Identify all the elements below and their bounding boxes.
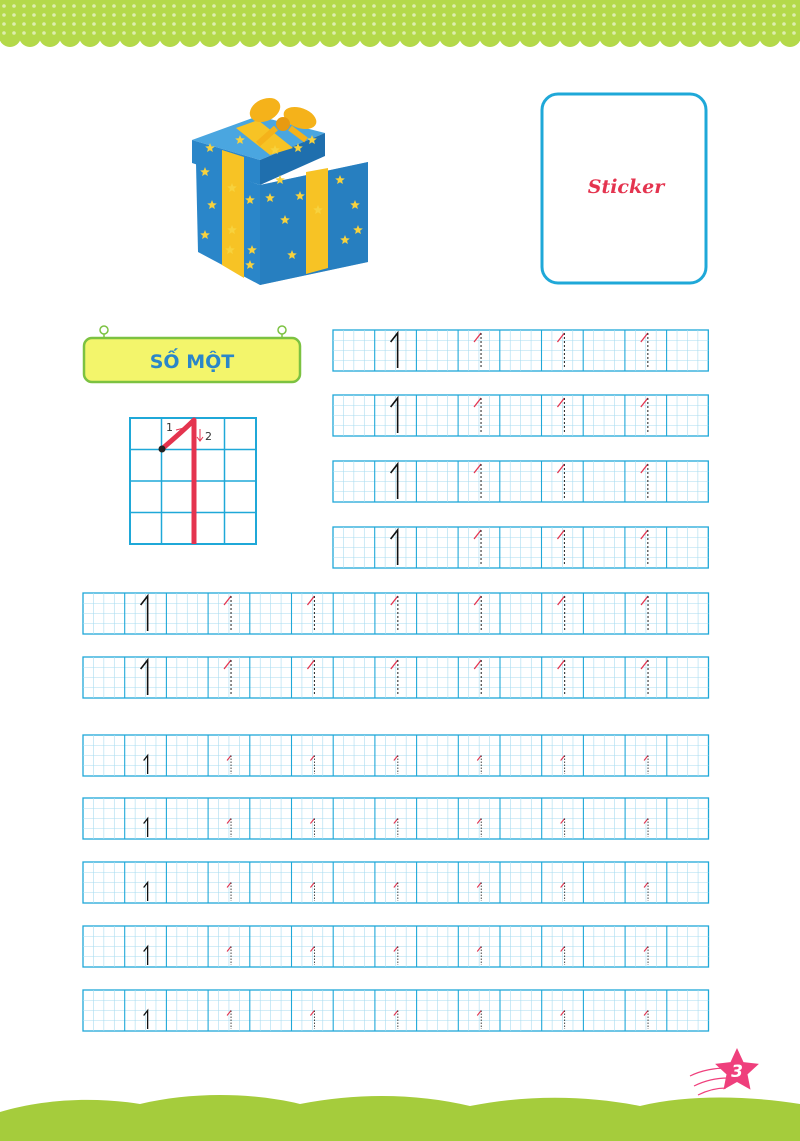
page-number-star [690,1048,759,1095]
practice-row [83,862,709,903]
stroke-start-dot [159,446,166,453]
practice-row [83,657,709,698]
practice-row [83,735,709,776]
page-number: 3 [731,1062,743,1082]
title-plate [84,326,300,382]
practice-row [333,330,708,371]
practice-row [83,593,709,634]
practice-row [83,798,709,839]
practice-row [83,990,709,1031]
stroke-number-1: 1 [166,421,173,434]
practice-row [333,527,708,568]
gift-box-illustration [192,93,368,285]
practice-row [333,461,708,502]
page-title: SỐ MỘT [149,351,235,373]
top-border [0,0,800,47]
bottom-ground [0,1095,800,1141]
demo-grid [130,418,256,544]
stroke-number-2: 2 [205,430,212,443]
sticker-label: Sticker [587,176,665,198]
practice-row [333,395,708,436]
sticker-box [542,94,706,283]
practice-row [83,926,709,967]
